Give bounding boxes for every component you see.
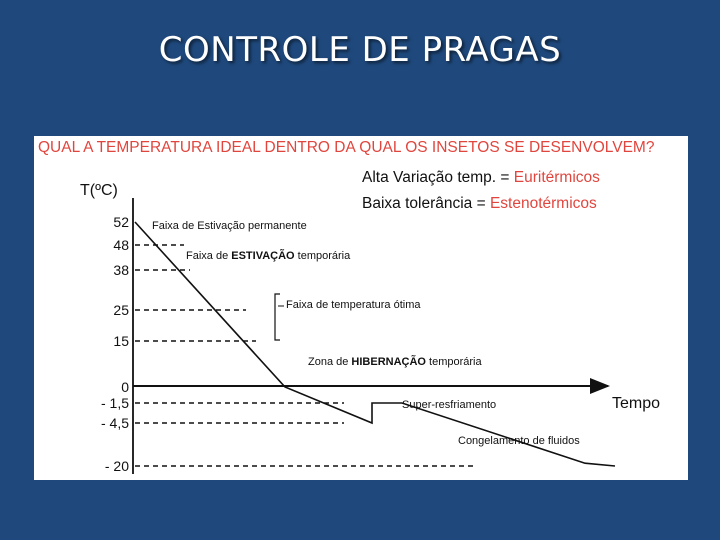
y-tick-label: 52: [113, 214, 129, 230]
annotation-temperatura-otima: [286, 299, 421, 311]
y-axis-label: T(ºC): [80, 182, 118, 199]
annotation-text: Faixa de Estivação permanente: [152, 220, 307, 232]
annotation-text: Faixa de temperatura ótima: [286, 299, 421, 311]
y-tick-label: 0: [121, 379, 129, 395]
annotation-text: Congelamento de fluidos: [458, 435, 580, 447]
annotation-text: temporária: [425, 356, 482, 368]
annotation-estivacao-temporaria: [186, 250, 350, 262]
y-tick-label: - 4,5: [100, 415, 129, 431]
chart-panel: [34, 136, 688, 480]
annotation-text: Faixa de: [186, 250, 232, 262]
annotation-bold: HIBERNAÇÃO: [351, 356, 426, 368]
legend-prefix: Alta Variação temp. =: [362, 169, 514, 186]
y-tick-label: - 20: [104, 458, 129, 474]
annotation-hibernacao: [308, 356, 482, 368]
annotation-congelamento: [458, 435, 580, 447]
legend-prefix: Baixa tolerância =: [362, 195, 490, 212]
legend-estenotermicos: [362, 195, 597, 213]
legend-term: Euritérmicos: [513, 169, 600, 186]
legend-term: Estenotérmicos: [489, 195, 597, 212]
annotation-super-resfriamento: [402, 399, 496, 411]
y-tick-label: 38: [113, 262, 129, 278]
annotation-text: Zona de: [308, 356, 352, 368]
y-tick-label: 48: [113, 237, 129, 253]
chart-question: QUAL A TEMPERATURA IDEAL DENTRO DA QUAL OS INSETOS SE DESENVOLVEM?: [38, 139, 655, 156]
annotation-text: temporária: [294, 250, 351, 262]
annotation-estivacao-permanente: [152, 220, 307, 232]
legend-euritermicos: [362, 169, 600, 187]
annotation-bold: ESTIVAÇÃO: [231, 250, 295, 262]
slide-title: CONTROLE DE PRAGAS: [158, 30, 562, 70]
y-tick-label: 15: [113, 333, 129, 349]
y-tick-label: 25: [113, 302, 129, 318]
optimal-range-bracket: [275, 294, 280, 340]
x-axis-label: Tempo: [612, 395, 661, 412]
y-tick-label: - 1,5: [100, 395, 129, 411]
annotation-text: Super-resfriamento: [402, 399, 497, 411]
